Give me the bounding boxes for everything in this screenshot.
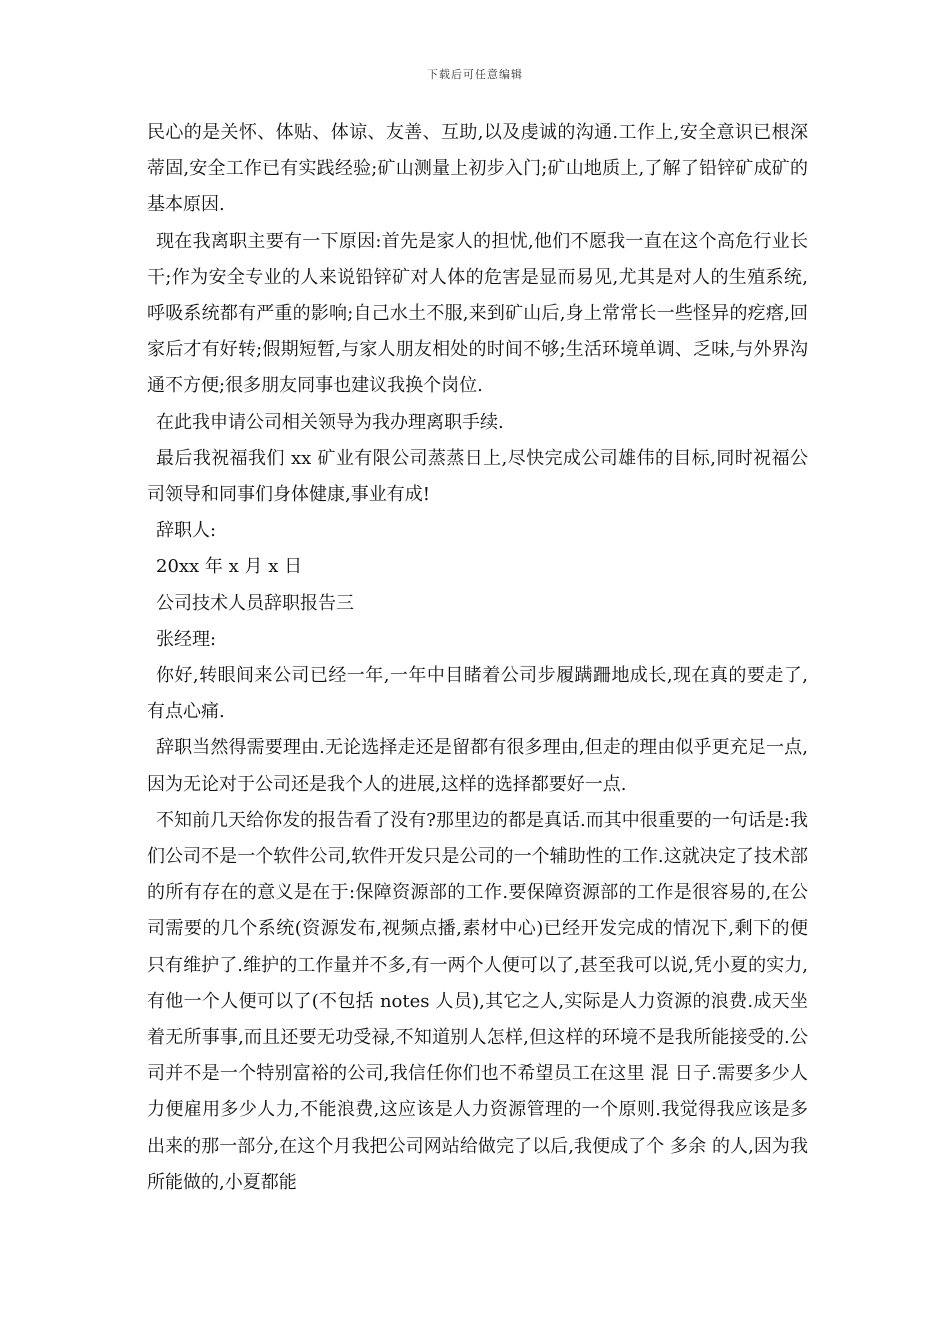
date-line: 20xx 年 x 月 x 日 bbox=[156, 556, 303, 578]
paragraph-4: 最后我祝福我们 xx 矿业有限公司蒸蒸日上,尽快完成公司雄伟的目标,同时祝福公司领导和同事们身体健康,事业有成! bbox=[147, 447, 808, 506]
paragraph-7: 不知前几天给你发的报告看了没有?那里边的都是真话.而其中很重要的一句话是:我们公司不是一个软件公司,软件开发只是公司的一个辅助性的工作.这就决定了技术部的所有存在的意义是在于:保障资源部的工作.要保障资源部的工作是很容易的,在公司需要的几个系统(资源发布,视频点播,素材中心)已经开发完成的情况下,剩下的便只有维护了.维护的工作量并不多,有一两个人便可以了,甚至我可以说,凭小夏的实力,有他一个人便可以了(不包括 notes 人员),其它之人,实际是人力资源的浪费.成天坐着无所事事,而且还要无功受禄,不知道别人怎样,但这样的环境不是我所能接受的.公司并不是一个特别富裕的公司,我信任你们也不希望员工在这里 混 日子.需要多少人力便雇用多少人力,不能浪费,这应该是人力资源管理的一个原则.我觉得我应该是多出来的那一部分,在这个月我把公司网站给做完了以后,我便成了个 多余 的人,因为我所能做的,小夏都能 bbox=[147, 809, 808, 1193]
paragraph-2: 现在我离职主要有一下原因:首先是家人的担忧,他们不愿我一直在这个高危行业长干;作为安全专业的人来说铅锌矿对人体的危害是显而易见,尤其是对人的生殖系统,呼吸系统都有严重的影响;自己水土不服,来到矿山后,身上常常长一些怪异的疙瘩,回家后才有好转;假期短暂,与家人朋友相处的时间不够;生活环境单调、乏味,与外界沟通不方便;很多朋友同事也建议我换个岗位. bbox=[147, 230, 808, 397]
paragraph-5: 你好,转眼间来公司已经一年,一年中目睹着公司步履蹒跚地成长,现在真的要走了,有点心痛. bbox=[147, 665, 808, 723]
paragraph-1: 民心的是关怀、体贴、体谅、友善、互助,以及虔诚的沟通.工作上,安全意识已根深蒂固,安全工作已有实践经验;矿山测量上初步入门;矿山地质上,了解了铅锌矿成矿的基本原因. bbox=[147, 122, 808, 216]
paragraph-6: 辞职当然得需要理由.无论选择走还是留都有很多理由,但走的理由似乎更充足一点,因为无论对于公司还是我个人的进展,这样的选择都要好一点. bbox=[147, 737, 808, 795]
document-body bbox=[147, 115, 808, 1201]
paragraph-3: 在此我申请公司相关领导为我办理离职手续. bbox=[156, 411, 504, 433]
signatory-label: 辞职人: bbox=[156, 520, 217, 542]
salutation: 张经理: bbox=[156, 628, 217, 650]
page-header-note: 下载后可任意编辑 bbox=[427, 68, 523, 81]
section-title: 公司技术人员辞职报告三 bbox=[156, 592, 354, 614]
